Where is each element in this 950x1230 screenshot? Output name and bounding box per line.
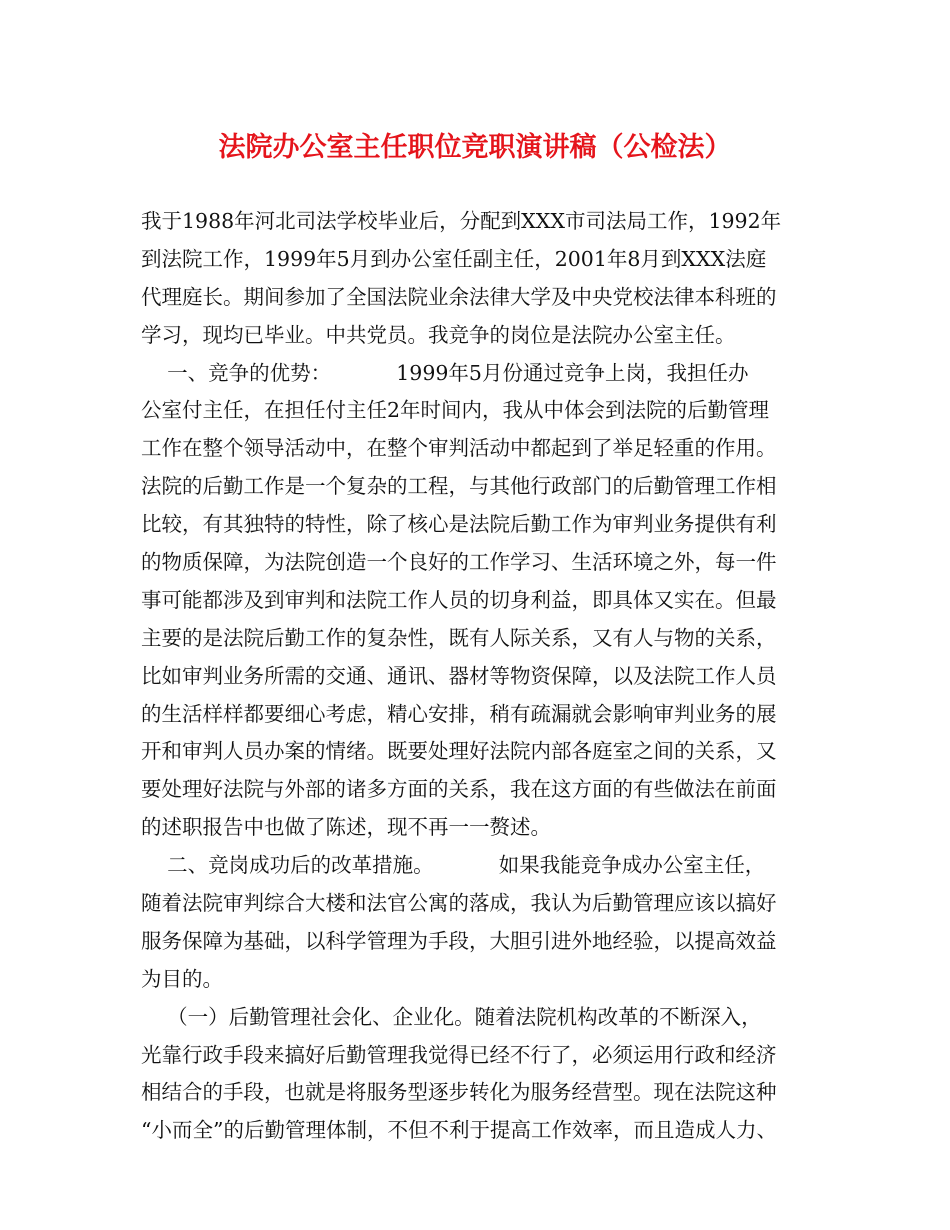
text-line: 到法院工作，1999年5月到办公室任副主任，2001年8月到XXX法庭 bbox=[141, 246, 767, 271]
text-line: 光靠行政手段来搞好后勤管理我觉得已经不行了，必须运用行政和经济 bbox=[141, 1042, 777, 1067]
text-line: 比较，有其独特的特性，除了核心是法院后勤工作为审判业务提供有利 bbox=[141, 512, 777, 537]
text-line: 主要的是法院后勤工作的复杂性，既有人际关系，又有人与物的关系， bbox=[141, 625, 777, 650]
text-line: 比如审判业务所需的交通、通讯、器材等物资保障，以及法院工作人员 bbox=[141, 663, 777, 688]
text-line: 服务保障为基础，以科学管理为手段，大胆引进外地经验，以提高效益 bbox=[141, 928, 777, 953]
document-title: 法院办公室主任职位竞职演讲稿（公检法） bbox=[218, 132, 732, 163]
text-line: 一、竞争的优势： 1999年5月份通过竞争上岗，我担任办 bbox=[141, 360, 749, 385]
text-line: 开和审判人员办案的情绪。既要处理好法院内部各庭室之间的关系，又 bbox=[141, 739, 777, 764]
text-line: （一）后勤管理社会化、企业化。随着法院机构改革的不断深入， bbox=[141, 1004, 762, 1029]
text-line: 的述职报告中也做了陈述，现不再一一赘述。 bbox=[141, 815, 551, 840]
text-line: 公室付主任，在担任付主任2年时间内，我从中体会到法院的后勤管理 bbox=[141, 398, 770, 423]
text-line: 随着法院审判综合大楼和法官公寓的落成，我认为后勤管理应该以搞好 bbox=[141, 891, 777, 916]
text-line: 二、竞岗成功后的改革措施。 如果我能竞争成办公室主任， bbox=[141, 853, 766, 878]
text-line: 相结合的手段，也就是将服务型逐步转化为服务经营型。现在法院这种 bbox=[141, 1080, 777, 1105]
text-line: “小而全”的后勤管理体制，不但不利于提高工作效率，而且造成人力、 bbox=[141, 1118, 777, 1143]
text-line: 的物质保障，为法院创造一个良好的工作学习、生活环境之外，每一件 bbox=[141, 550, 777, 575]
text-line: 要处理好法院与外部的诸多方面的关系，我在这方面的有些做法在前面 bbox=[141, 777, 777, 802]
text-line: 我于1988年河北司法学校毕业后，分配到XXX市司法局工作，1992年 bbox=[141, 209, 782, 233]
document-body bbox=[141, 203, 821, 1150]
text-line: 的生活样样都要细心考虑，精心安排，稍有疏漏就会影响审判业务的展 bbox=[141, 701, 777, 726]
text-line: 为目的。 bbox=[141, 966, 223, 991]
text-line: 法院的后勤工作是一个复杂的工程，与其他行政部门的后勤管理工作相 bbox=[141, 474, 777, 499]
text-line: 学习，现均已毕业。中共党员。我竞争的岗位是法院办公室主任。 bbox=[141, 322, 736, 347]
text-line: 代理庭长。期间参加了全国法院业余法律大学及中央党校法律本科班的 bbox=[141, 284, 777, 309]
text-line: 工作在整个领导活动中，在整个审判活动中都起到了举足轻重的作用。 bbox=[141, 436, 777, 461]
text-line: 事可能都涉及到审判和法院工作人员的切身利益，即具体又实在。但最 bbox=[141, 587, 777, 612]
